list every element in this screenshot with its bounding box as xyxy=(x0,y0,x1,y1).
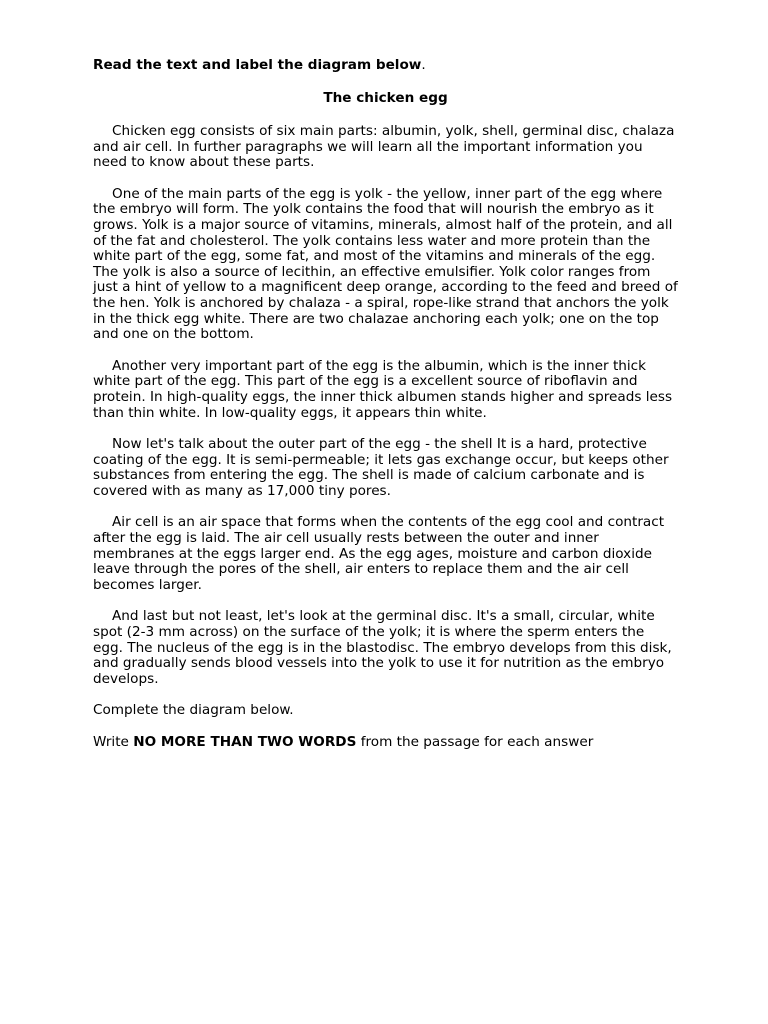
instruction-trail: . xyxy=(421,57,426,73)
instruction xyxy=(93,58,678,78)
word-limit-bold: NO MORE THAN TWO WORDS xyxy=(133,734,357,750)
word-limit-prefix: Write xyxy=(93,734,134,750)
word-limit-instruction xyxy=(93,735,678,751)
document-title: The chicken egg xyxy=(323,90,448,106)
paragraph-air-cell: Air cell is an air space that forms when the contents of the egg cool and contract after the egg is laid. The air cell usually rests between the outer and inner membranes at the eggs larger end. As the egg ages, moisture and carbon dioxide leave through the pores of the shell, air enters to replace them and the air cell becomes larger. xyxy=(93,514,665,593)
paragraph-albumin: Another very important part of the egg is the albumin, which is the inner thick white part of the egg. This part of the egg is a excellent source of riboflavin and protein. In high-quality eggs, the inner thick albumen stands higher and spreads less than thin white. In low-quality eggs, it appears thin white. xyxy=(93,357,673,421)
document-page xyxy=(93,58,678,751)
paragraph-germinal-disc: And last but not least, let's look at the germinal disc. It's a small, circular, white spot (2-3 mm across) on the surface of the yolk; it is where the sperm enters the egg. The nucleus of the egg is in the blastodisc. The embryo develops from this disk, and gradually sends blood vessels into the yolk to use it for nutrition as the embryo develops. xyxy=(93,608,672,687)
word-limit-suffix: from the passage for each answer xyxy=(356,734,594,750)
paragraph-intro: Chicken egg consists of six main parts: albumin, yolk, shell, germinal disc, chalaza and air cell. In further paragraphs we will learn all the important information you need to know about these parts. xyxy=(93,123,675,171)
instruction-bold: Read the text and label the diagram below xyxy=(93,57,422,73)
paragraph-shell: Now let's talk about the outer part of the egg - the shell It is a hard, protective coating of the egg. It is semi-permeable; it lets gas exchange occur, but keeps other substances from entering the egg. The shell is made of calcium carbonate and is covered with as many as 17,000 tiny pores. xyxy=(93,436,669,499)
paragraph-yolk: One of the main parts of the egg is yolk - the yellow, inner part of the egg where the embryo will form. The yolk contains the food that will nourish the embryo as it grows. Yolk is a major source of vitamins, minerals, almost half of the protein, and all of the fat and cholesterol. The yolk contains less water and more protein than the white part of the egg, some fat, and most of the vitamins and minerals of the egg. The yolk is also a source of lecithin, an effective emulsifier. Yolk color ranges from just a hint of yellow to a magnificent deep orange, according to the feed and breed of the hen. Yolk is anchored by chalaza - a spiral, rope-like strand that anchors the yolk in the thick egg white. There are two chalazae anchoring each yolk; one on the top and one on the bottom. xyxy=(93,185,678,343)
task-instruction: Complete the diagram below. xyxy=(93,702,294,719)
